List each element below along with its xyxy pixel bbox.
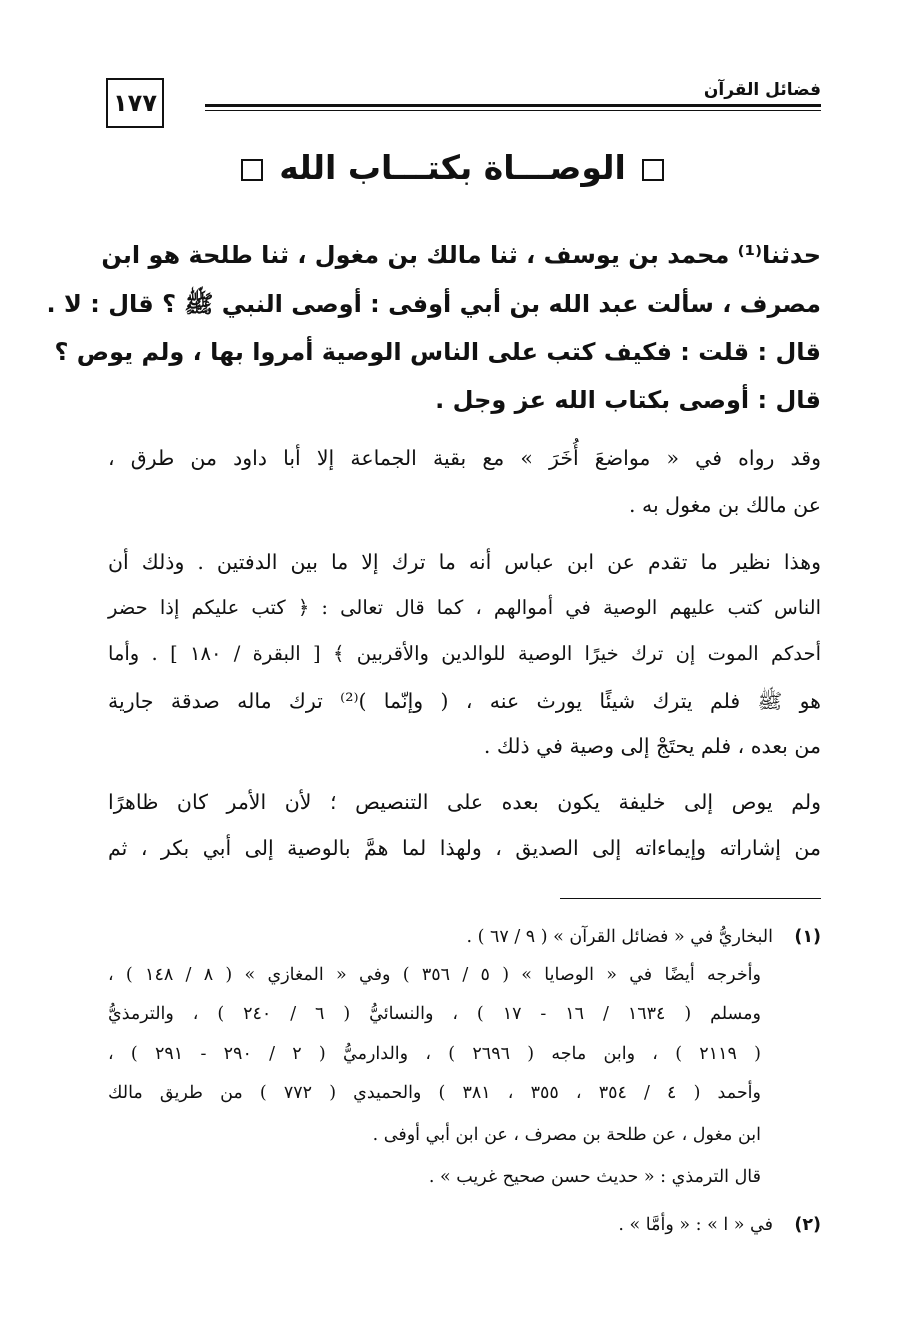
paragraph-line: ولم يوص إلى خليفة يكون بعده على التنصيص ؛ لأن الأمر كان ظاهرًا <box>108 790 821 814</box>
footnote-line: ابن مغول ، عن طلحة بن مصرف ، عن ابن أبي أوفى . <box>372 1125 761 1145</box>
chapter-title: الوصـــاة بكتـــاب الله <box>279 148 626 187</box>
footnote-2 <box>121 1208 821 1242</box>
footnote-text: البخاريُّ في « فضائل القرآن » ( ٩ / ٦٧ ) . <box>466 927 773 947</box>
chapter-heading <box>0 148 905 187</box>
paragraph-line: هو ﷺ فلم يترك شيئًا يورث عنه ، ( وإنّما )⁽²⁾ ترك ماله صدقة جارية <box>108 689 821 713</box>
paragraph-line: عن مالك بن مغول به . <box>628 493 821 517</box>
header-rule-thick <box>205 104 821 107</box>
footnote-text: في « ا » : « وأمَّا » . <box>618 1215 773 1235</box>
paragraph-line: أحدكم الموت إن ترك خيرًا الوصية للوالدين والأقربين ﴾ [ البقرة / ١٨٠ ] . وأما <box>108 642 821 665</box>
footnote-separator <box>560 898 821 899</box>
hadith-line: حدثنا⁽¹⁾ محمد بن يوسف ، ثنا مالك بن مغول ، ثنا طلحة هو ابن <box>101 241 821 269</box>
page-number <box>106 78 164 128</box>
paragraph-line: من بعده ، فلم يحتَجْ إلى وصية في ذلك . <box>483 734 821 758</box>
footnote-line: ( ٢١١٩ ) ، وابن ماجه ( ٢٦٩٦ ) ، والدارميُّ ( ٢ / ٢٩٠ - ٢٩١ ) ، <box>108 1044 761 1064</box>
paragraph-line: وقد رواه في « مواضعَ أُخَرَ » مع بقية الجماعة إلا أبا داود من طرق ، <box>108 446 821 470</box>
footnote-line: ومسلم ( ١٦٣٤ / ١٦ - ١٧ ) ، والنسائيُّ ( ٦ / ٢٤٠ ) ، والترمذيُّ <box>108 1004 761 1024</box>
hadith-line: مصرف ، سألت عبد الله بن أبي أوفى : أوصى النبي ﷺ ؟ قال : لا . <box>46 290 821 318</box>
footnote-number: (٢) <box>794 1215 821 1235</box>
page-number-text: ١٧٧ <box>113 89 157 117</box>
footnote-1 <box>121 920 821 954</box>
paragraph-line: الناس كتب عليهم الوصية في أموالهم ، كما قال تعالى : ﴿ كتب عليكم إذا حضر <box>108 596 821 619</box>
footnote-number: (١) <box>794 927 821 947</box>
paragraph-line: وهذا نظير ما تقدم عن ابن عباس أنه ما ترك إلا ما بين الدفتين . وذلك أن <box>108 550 821 574</box>
paragraph-line: من إشاراته وإيماءاته إلى الصديق ، ولهذا لما همَّ بالوصية إلى أبي بكر ، ثم <box>108 836 821 860</box>
header-rule-thin <box>205 110 821 111</box>
hadith-line: قال : قلت : فكيف كتب على الناس الوصية أمروا بها ، ولم يوص ؟ <box>54 338 821 366</box>
square-ornament-icon <box>241 159 263 181</box>
hadith-line: قال : أوصى بكتاب الله عز وجل . <box>435 386 821 414</box>
square-ornament-icon <box>642 159 664 181</box>
footnote-line: قال الترمذي : « حديث حسن صحيح غريب » . <box>428 1167 761 1187</box>
footnote-line: وأحمد ( ٤ / ٣٥٤ ، ٣٥٥ ، ٣٨١ ) والحميدي ( ٧٧٢ ) من طريق مالك <box>108 1083 761 1103</box>
footnote-line: وأخرجه أيضًا في « الوصايا » ( ٥ / ٣٥٦ ) وفي « المغازي » ( ٨ / ١٤٨ ) ، <box>108 965 761 985</box>
running-title: فضائل القرآن <box>703 80 821 100</box>
